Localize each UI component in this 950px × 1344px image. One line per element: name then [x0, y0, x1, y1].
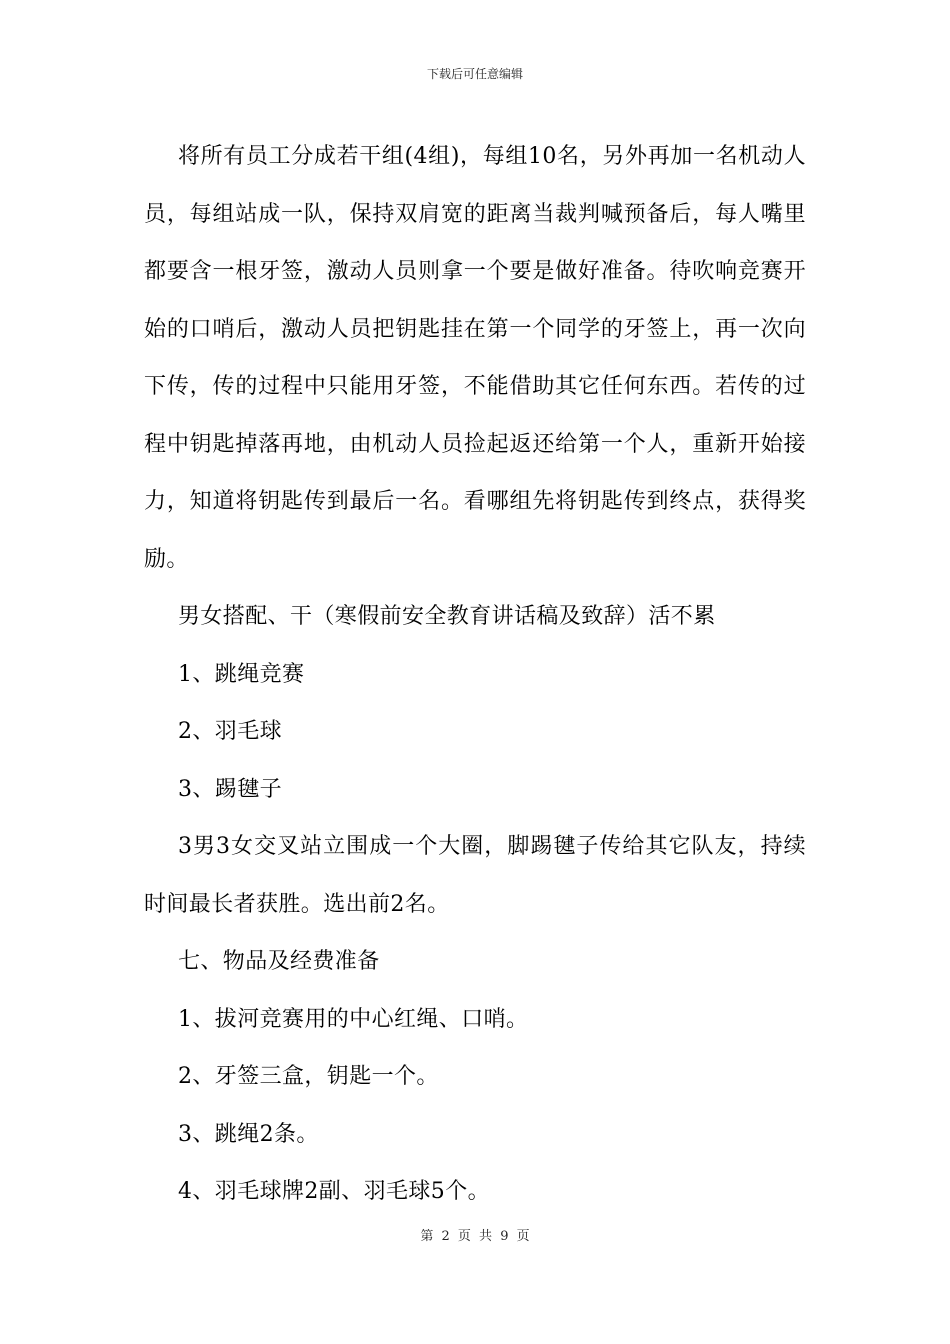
page-header: 下载后可任意编辑 — [426, 67, 523, 81]
paragraph-key-relay-game: 将所有员工分成若干组(4组)，每组10名，另外再加一名机动人员，每组站成一队，保持双肩宽的距离当裁判喊预备后，每人嘴里都要含一根牙签，激动人员则拿一个要是做好准备。待吹响竞赛开始的口哨后，激动人员把钥匙挂在第一个同学的牙签上，再一次向下传，传的过程中只能用牙签，不能借助其它任何东西。若传的过程中钥匙掉落再地，由机动人员捡起返还给第一个人，重新开始接力，知道将钥匙传到最后一名。看哪组先将钥匙传到终点，获得奖励。 — [144, 144, 806, 572]
list-item-supply-4: 4、羽毛球牌2副、羽毛球5个。 — [178, 1179, 490, 1204]
list-item-shuttlecock: 3、踢毽子 — [178, 776, 282, 802]
list-item-supply-2: 2、牙签三盒，钥匙一个。 — [178, 1064, 439, 1089]
paragraph-section-mixed-games: 男女搭配、干（寒假前安全教育讲话稿及致辞）活不累 — [178, 604, 716, 629]
list-item-supply-1: 1、拔河竞赛用的中心红绳、口哨。 — [178, 1006, 529, 1032]
list-item-jump-rope: 1、跳绳竞赛 — [178, 661, 305, 687]
list-item-supply-3: 3、跳绳2条。 — [178, 1121, 319, 1147]
page-footer: 第 2 页 共 9 页 — [420, 1229, 530, 1244]
section-heading-supplies: 七、物品及经费准备 — [178, 949, 380, 974]
document-body — [144, 128, 806, 1221]
paragraph-shuttlecock-rules: 3男3女交叉站立围成一个大圈，脚踢毽子传给其它队友，持续时间最长者获胜。选出前2名。 — [144, 834, 806, 917]
list-item-badminton: 2、羽毛球 — [178, 719, 282, 744]
